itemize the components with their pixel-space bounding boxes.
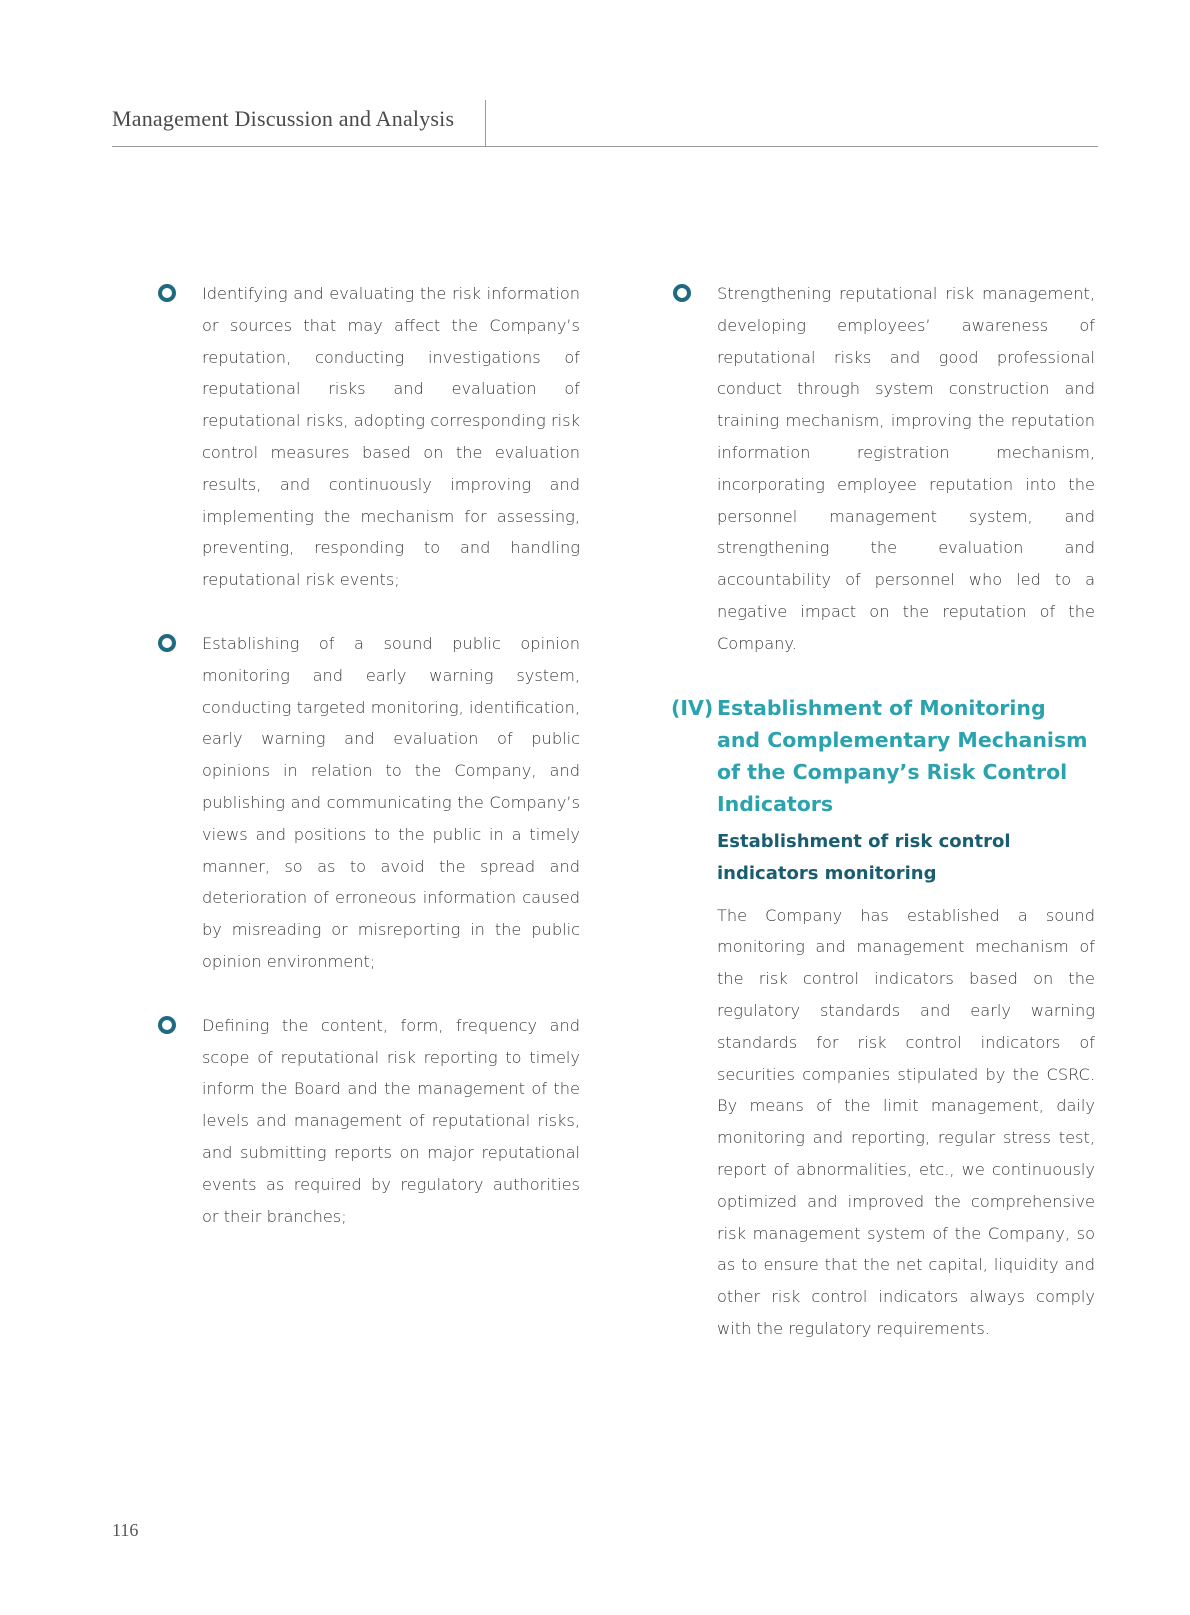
left-column	[202, 278, 580, 1264]
bullet-text: Establishing of a sound public opinion monitoring and early warning system, conducting targeted monitoring, identification, early warning and evaluation of public opinions in relation to the Company, and publishing and communicating the Company’s views and positions to the public in a timely manner, so as to avoid the spread and deterioration of erroneous information caused by misreading or misreporting in the public opinion environment;	[202, 633, 580, 971]
subheading: Establishment of risk control indicators monitoring	[717, 830, 1011, 884]
ring-bullet-icon	[158, 284, 176, 302]
page-number: 116	[112, 1520, 139, 1540]
section-title: Establishment of Monitoring and Complementary Mechanism of the Company’s Risk Control Indicators	[717, 695, 1088, 816]
header-rule	[112, 146, 1098, 147]
bullet-item	[202, 278, 580, 596]
bullet-item	[202, 1010, 580, 1233]
header-divider-vertical	[485, 100, 486, 146]
bullet-item	[202, 628, 580, 978]
bullet-text: Identifying and evaluating the risk information or sources that may affect the Company’s reputation, conducting investigations of reputational risks and evaluation of reputational risks, adopting corresponding risk control measures based on the evaluation results, and continuously improving and implementing the mechanism for assessing, preventing, responding to and handling reputational risk events;	[202, 284, 580, 590]
ring-bullet-icon	[673, 284, 691, 302]
section-body: The Company has established a sound monitoring and management mechanism of the risk control indicators based on the regulatory standards and early warning standards for risk control indicators of securities companies stipulated by the CSRC. By means of the limit management, daily monitoring and reporting, regular stress test, report of abnormalities, etc., we continuously optimized and improved the comprehensive risk management system of the Company, so as to ensure that the net capital, liquidity and other risk control indicators always comply with the regulatory requirements.	[717, 905, 1095, 1338]
right-column	[671, 278, 1095, 1345]
ring-bullet-icon	[158, 634, 176, 652]
header-title: Management Discussion and Analysis	[112, 106, 455, 131]
bullet-text: Strengthening reputational risk management, developing employees’ awareness of reputational risks and good professional conduct through system construction and training mechanism, improving the reputation information registration mechanism, incorporating employee reputation into the personnel management system, and strengthening the evaluation and accountability of personnel who led to a negative impact on the reputation of the Company.	[717, 284, 1095, 653]
ring-bullet-icon	[158, 1016, 176, 1034]
section-heading	[671, 692, 1095, 820]
section-number: (IV)	[671, 695, 714, 720]
bullet-item	[717, 278, 1095, 660]
bullet-text: Defining the content, form, frequency and scope of reputational risk reporting to timely inform the Board and the management of the levels and management of reputational risks, and submitting reports on major reputational events as required by regulatory authorities or their branches;	[202, 1015, 580, 1226]
